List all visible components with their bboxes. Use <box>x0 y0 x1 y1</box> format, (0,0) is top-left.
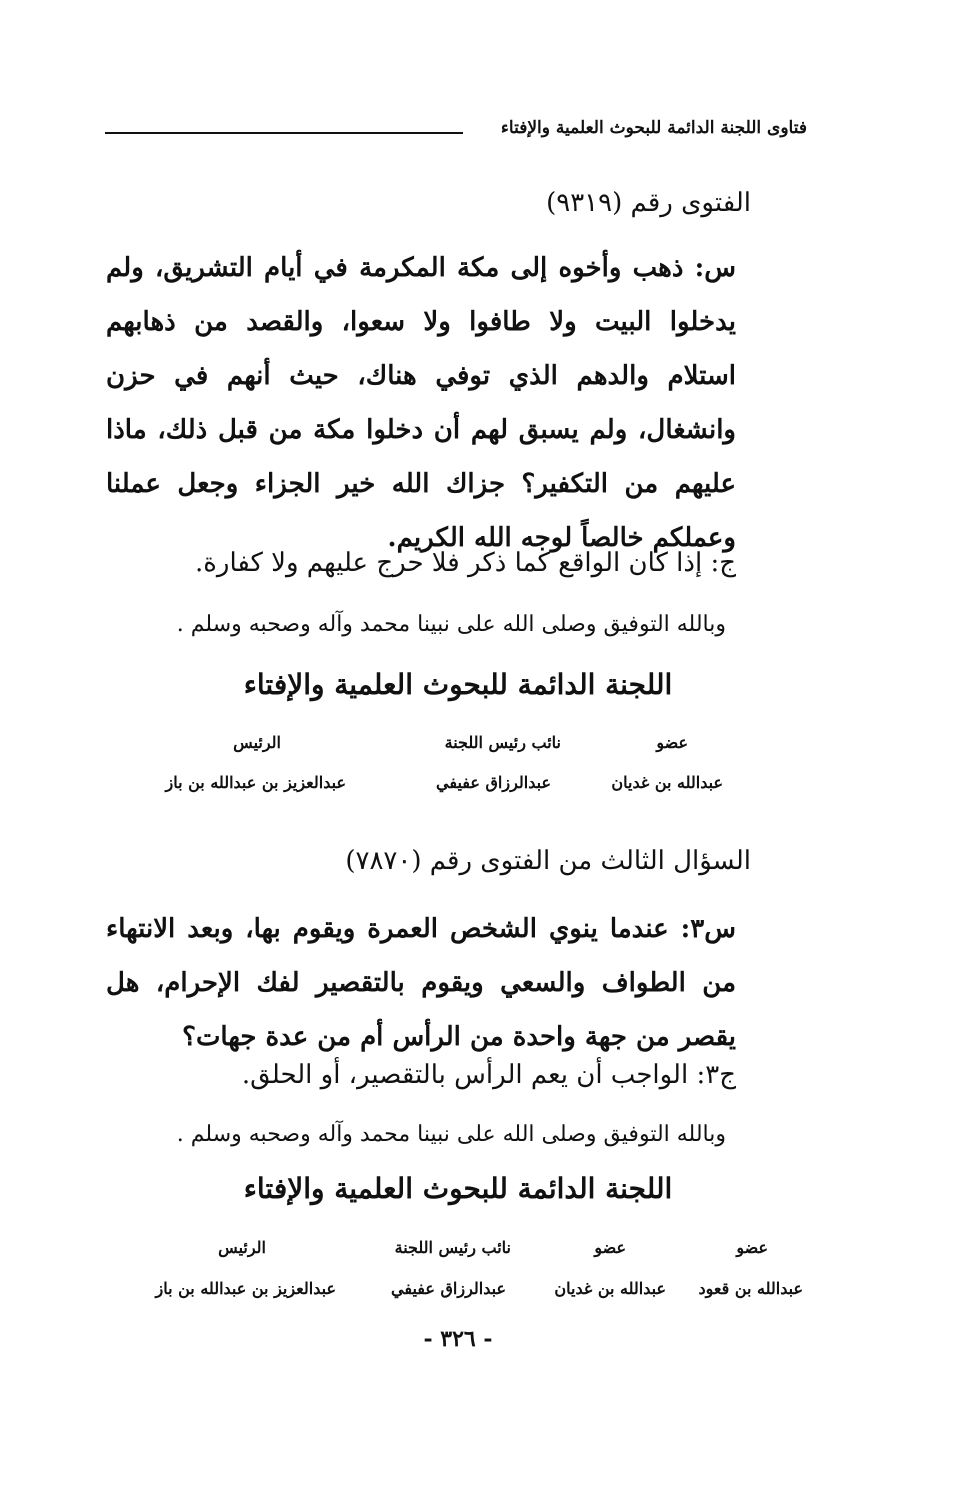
signatory-name: عبدالعزيز بن عبدالله بن باز <box>155 1279 336 1298</box>
fatwa-question: س: ذهب وأخوه إلى مكة المكرمة في أيام التشريق، ولم يدخلوا البيت ولا طافوا ولا سعوا، والقصد من ذهابهم استلام والدهم الذي توفي هناك، حيث أنهم في حزن وانشغال، ولم يسبق لهم أن دخلوا مكة من قبل ذلك، ماذا عليهم من التكفير؟ جزاك الله خير الجزاء وجعل عملنا وعملكم خالصاً لوجه الله الكريم. <box>106 253 736 553</box>
signatory-name: عبدالرزاق عفيفي <box>436 773 551 792</box>
committee-name: اللجنة الدائمة للبحوث العلمية والإفتاء <box>243 668 673 701</box>
closing-prayer: وبالله التوفيق وصلى الله على نبينا محمد وآله وصحبه وسلم . <box>176 1122 726 1147</box>
signatory-role: الرئيس <box>218 1238 266 1257</box>
signatory-role: عضو <box>736 1238 768 1257</box>
signatory-role: الرئيس <box>233 733 281 752</box>
signatory-name: عبدالله بن غديان <box>611 773 723 792</box>
committee-name: اللجنة الدائمة للبحوث العلمية والإفتاء <box>243 1172 673 1205</box>
header-title: فتاوى اللجنة الدائمة للبحوث العلمية والإفتاء <box>500 118 807 138</box>
fatwa-answer: ج: إذا كان الواقع كما ذكر فلا حرج عليهم ولا كفارة. <box>195 548 736 578</box>
signatory-role: نائب رئيس اللجنة <box>444 733 561 752</box>
page-number: - ٣٢٦ - <box>423 1326 493 1352</box>
running-header <box>105 118 807 144</box>
fatwa-answer: ج٣: الواجب أن يعم الرأس بالتقصير، أو الحلق. <box>241 1060 736 1090</box>
fatwa-title: السؤال الثالث من الفتوى رقم (٧٨٧٠) <box>345 846 751 876</box>
signatory-name: عبدالرزاق عفيفي <box>391 1279 506 1298</box>
signatory-role: نائب رئيس اللجنة <box>394 1238 511 1257</box>
fatwa-title: الفتوى رقم (٩٣١٩) <box>546 188 751 218</box>
closing-prayer: وبالله التوفيق وصلى الله على نبينا محمد وآله وصحبه وسلم . <box>176 612 726 637</box>
signatory-name: عبدالله بن غديان <box>554 1279 666 1298</box>
signatory-name: عبدالله بن قعود <box>698 1279 803 1298</box>
signatory-name: عبدالعزيز بن عبدالله بن باز <box>165 773 346 792</box>
header-rule <box>105 132 463 134</box>
signatory-role: عضو <box>594 1238 626 1257</box>
signatory-role: عضو <box>656 733 688 752</box>
fatwa-question: س٣: عندما ينوي الشخص العمرة ويقوم بها، وبعد الانتهاء من الطواف والسعي ويقوم بالتقصير لفك الإحرام، هل يقصر من جهة واحدة من الرأس أم من عدة جهات؟ <box>106 914 736 1052</box>
